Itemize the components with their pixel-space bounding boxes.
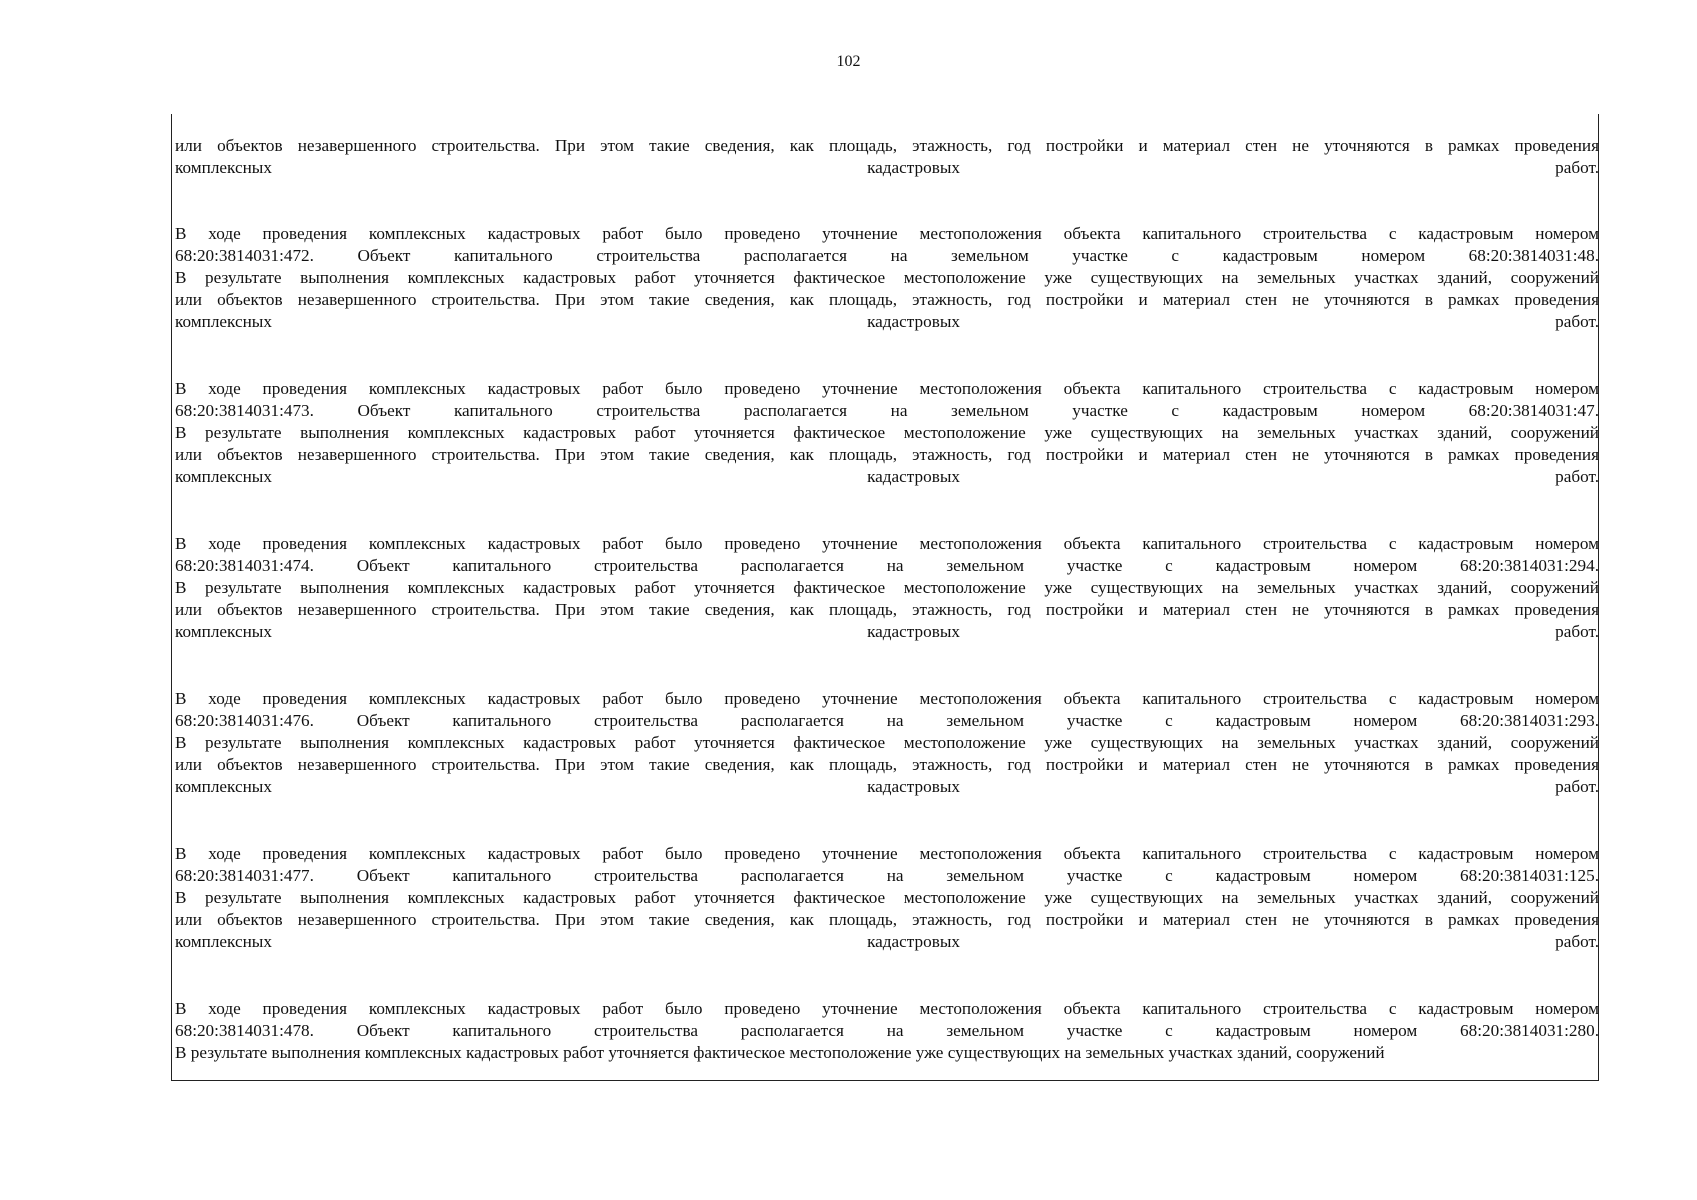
document-frame [171,114,1599,1081]
text-line: или объектов незавершенного строительства. При этом такие сведения, как площадь, этажность, год постройки и материал стен не уточняются в рамках проведения [175,910,1599,929]
text-line: В результате выполнения комплексных кадастровых работ уточняется фактическое местоположение уже существующих на земельных участках зданий, сооружений [175,423,1599,442]
text-line: В результате выполнения комплексных кадастровых работ уточняется фактическое местоположение уже существующих на земельных участках зданий, сооружений [175,888,1599,907]
text-line: 68:20:3814031:478. Объект капитального строительства располагается на земельном участке с кадастровым номером 68:20:3814031:280. [175,1021,1599,1040]
text-line: В ходе проведения комплексных кадастровых работ было проведено уточнение местоположения объекта капитального строительства с кадастровым номером [175,689,1599,708]
text-line: комплексных кадастровых работ. [175,622,1599,641]
text-line: 68:20:3814031:476. Объект капитального строительства располагается на земельном участке с кадастровым номером 68:20:3814031:293. [175,711,1599,730]
text-line: В ходе проведения комплексных кадастровых работ было проведено уточнение местоположения объекта капитального строительства с кадастровым номером [175,844,1599,863]
text-line: комплексных кадастровых работ. [175,932,1599,951]
text-line: 68:20:3814031:477. Объект капитального строительства располагается на земельном участке с кадастровым номером 68:20:3814031:125. [175,866,1599,885]
text-line: или объектов незавершенного строительства. При этом такие сведения, как площадь, этажность, год постройки и материал стен не уточняются в рамках проведения [175,290,1599,309]
text-line: В результате выполнения комплексных кадастровых работ уточняется фактическое местоположение уже существующих на земельных участках зданий, сооружений [175,268,1599,287]
text-line: В результате выполнения комплексных кадастровых работ уточняется фактическое местоположение уже существующих на земельных участках зданий, сооружений [175,1043,1385,1062]
text-line: комплексных кадастровых работ. [175,467,1599,486]
text-line: 68:20:3814031:473. Объект капитального строительства располагается на земельном участке с кадастровым номером 68:20:3814031:47. [175,401,1599,420]
text-line: В результате выполнения комплексных кадастровых работ уточняется фактическое местоположение уже существующих на земельных участках зданий, сооружений [175,578,1599,597]
text-line: комплексных кадастровых работ. [175,777,1599,796]
text-line: В ходе проведения комплексных кадастровых работ было проведено уточнение местоположения объекта капитального строительства с кадастровым номером [175,534,1599,553]
text-line: комплексных кадастровых работ. [175,312,1599,331]
text-line: или объектов незавершенного строительства. При этом такие сведения, как площадь, этажность, год постройки и материал стен не уточняются в рамках проведения [175,445,1599,464]
text-line: В ходе проведения комплексных кадастровых работ было проведено уточнение местоположения объекта капитального строительства с кадастровым номером [175,224,1599,243]
text-line: 68:20:3814031:474. Объект капитального строительства располагается на земельном участке с кадастровым номером 68:20:3814031:294. [175,556,1599,575]
page-number: 102 [836,53,861,70]
text-line: В результате выполнения комплексных кадастровых работ уточняется фактическое местоположение уже существующих на земельных участках зданий, сооружений [175,733,1599,752]
text-line: В ходе проведения комплексных кадастровых работ было проведено уточнение местоположения объекта капитального строительства с кадастровым номером [175,999,1599,1018]
text-line: 68:20:3814031:472. Объект капитального строительства располагается на земельном участке с кадастровым номером 68:20:3814031:48. [175,246,1599,265]
text-line: или объектов незавершенного строительства. При этом такие сведения, как площадь, этажность, год постройки и материал стен не уточняются в рамках проведения [175,755,1599,774]
text-line: В ходе проведения комплексных кадастровых работ было проведено уточнение местоположения объекта капитального строительства с кадастровым номером [175,379,1599,398]
text-line: комплексных кадастровых работ. [175,158,1599,177]
text-line: или объектов незавершенного строительства. При этом такие сведения, как площадь, этажность, год постройки и материал стен не уточняются в рамках проведения [175,136,1599,155]
text-line: или объектов незавершенного строительства. При этом такие сведения, как площадь, этажность, год постройки и материал стен не уточняются в рамках проведения [175,600,1599,619]
